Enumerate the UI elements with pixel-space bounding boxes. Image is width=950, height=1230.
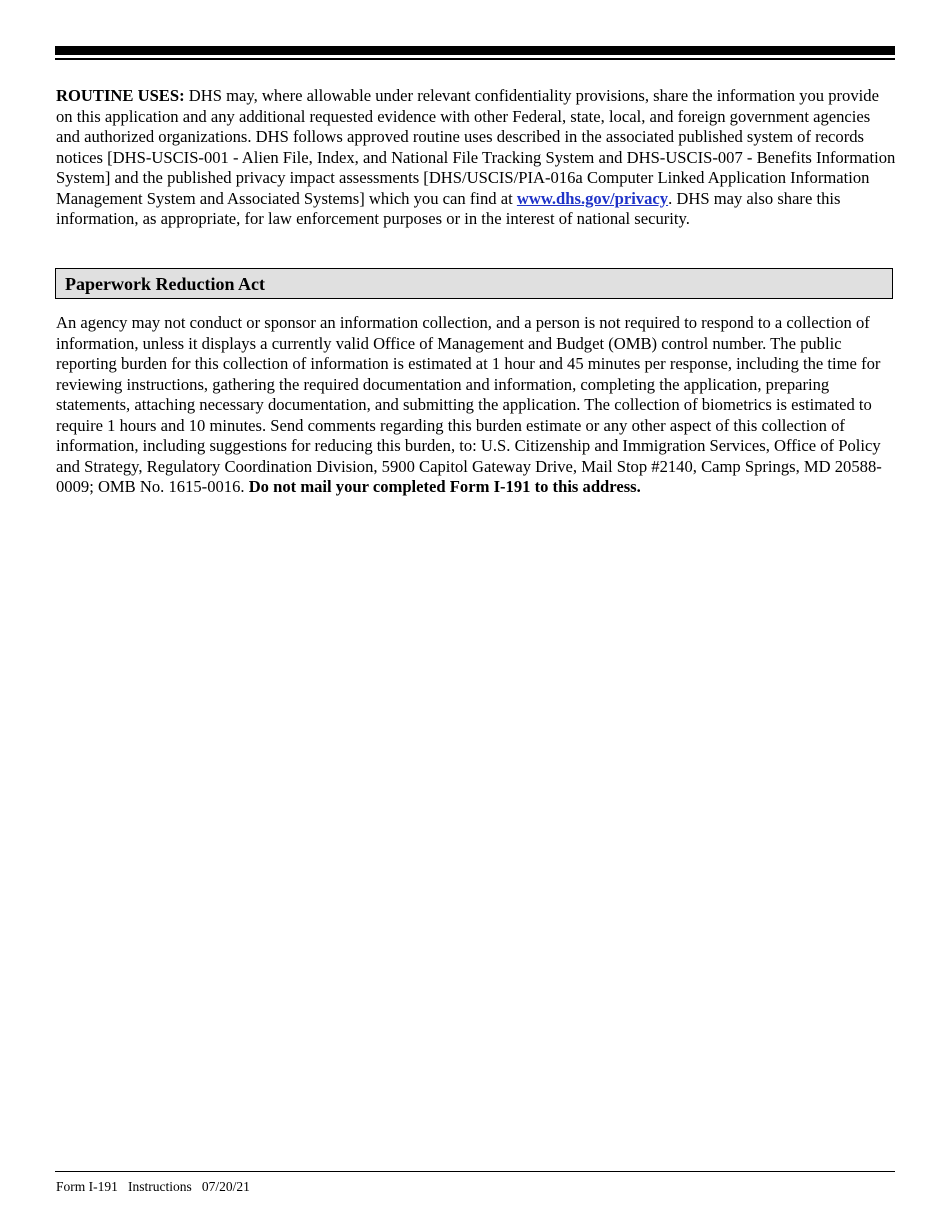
routine-uses-text-end: . DHS may also share this information, as appropriate, for law enforcement purposes or in the interest of national security. [56,188,841,228]
footer-form: Form I-191 [56,1179,118,1194]
routine-uses-label: ROUTINE USES: [56,86,185,105]
dhs-privacy-link[interactable]: www.dhs.gov/privacy [516,188,669,208]
top-thin-rule [55,58,895,60]
paperwork-heading: Paperwork Reduction Act [65,274,265,294]
routine-uses-text: DHS may, where allowable under relevant confidentiality provisions, share the information you provide on this application and any additional requested evidence with other Federal, state, local, and foreign government agencies and authorized organizations. DHS follows approved routine uses described in the associated published system of records notices [DHS-USCIS-001 - Alien File, Index, and National File Tracking System and DHS-USCIS-007 - Benefits Information System] and the published privacy impact assessments [DHS/USCIS/PIA-016a Computer Linked Application Information Management System and Associated Systems] which you can find at [56,86,896,208]
top-thick-rule [55,46,895,55]
footer-date: 07/20/21 [201,1179,250,1194]
paperwork-paragraph [56,313,896,498]
footer-doc: Instructions [128,1179,192,1194]
paperwork-body: An agency may not conduct or sponsor an information collection, and a person is not required to respond to a collection of information, unless it displays a currently valid Office of Management and Budget (OMB) control number. The public reporting burden for this collection of information is estimated at 1 hour and 45 minutes per response, including the time for reviewing instructions, gathering the required documentation and information, completing the application, preparing statements, attaching necessary documentation, and submitting the application. The collection of biometrics is estimated to require 1 hours and 10 minutes. Send comments regarding this burden estimate or any other aspect of this collection of information, including suggestions for reducing this burden, to: U.S. Citizenship and Immigration Services, Office of Policy and Strategy, Regulatory Coordination Division, 5900 Capitol Gateway Drive, Mail Stop #2140, Camp Springs, MD 20588-0009; OMB No. 1615-0016. [56,313,882,496]
routine-uses-paragraph [56,86,896,230]
footer-rule [55,1171,895,1172]
page-footer [56,1179,250,1195]
paperwork-section-header [55,268,893,299]
paperwork-bold-note: Do not mail your completed Form I-191 to this address. [248,477,641,496]
